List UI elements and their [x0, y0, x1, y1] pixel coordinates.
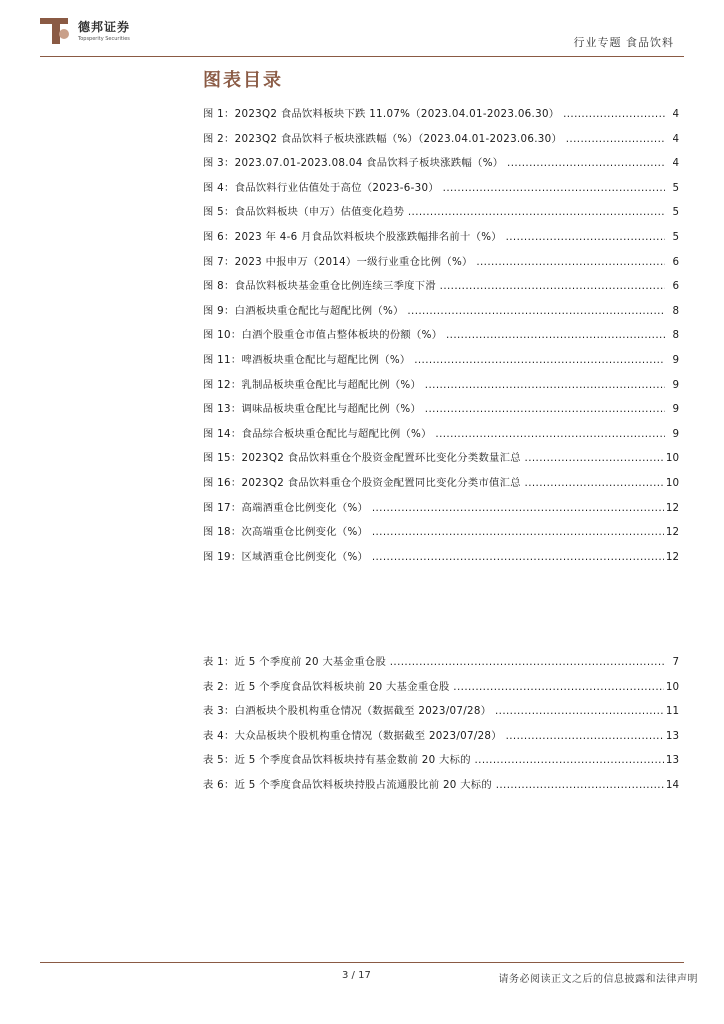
toc-entry-page: 13	[665, 729, 679, 742]
figure-toc-entry[interactable]	[203, 377, 679, 402]
toc-entry-title: 近 5 个季度食品饮料板块持股占流通股比前 20 大标的	[234, 778, 493, 791]
toc-entry-label: 表 2：	[203, 680, 235, 693]
toc-entry-title: 近 5 个季度食品饮料板块持有基金数前 20 大标的	[234, 754, 471, 767]
toc-entry-title: 2023 年 4-6 月食品饮料板块个股涨跌幅排名前十（%）	[234, 230, 502, 243]
table-toc-entry[interactable]	[203, 728, 679, 753]
toc-entry-page: 11	[665, 705, 679, 718]
toc-entry-label: 图 6：	[203, 230, 235, 243]
toc-entry-text	[203, 426, 665, 442]
toc-entry-title: 白酒个股重仓市值占整体板块的份额（%）	[241, 329, 443, 342]
figure-toc-entry[interactable]	[203, 155, 679, 180]
toc-entry-label: 图 7：	[203, 255, 235, 268]
toc-entry-label: 图 15：	[203, 452, 242, 465]
toc-entry-page: 9	[672, 403, 679, 416]
header-category: 行业专题 食品饮料	[573, 36, 674, 49]
figure-toc-entry[interactable]	[203, 229, 679, 254]
toc-entry-text	[203, 278, 665, 294]
table-toc-entry[interactable]	[203, 654, 679, 679]
toc-entry-title: 大众品板块个股机构重仓情况（数据截至 2023/07/28）	[234, 729, 502, 742]
toc-entry-label: 图 13：	[203, 403, 242, 416]
toc-entry-label: 图 10：	[203, 329, 242, 342]
toc-entry-label: 表 6：	[203, 778, 235, 791]
toc-entry-title: 2023Q2 食品饮料子板块涨跌幅（%）（2023.04.01-2023.06.30）	[234, 132, 563, 145]
figure-toc-entry[interactable]	[203, 106, 679, 131]
toc-entry-page: 5	[672, 230, 679, 243]
toc-entry-page: 8	[672, 304, 679, 317]
toc-entry-title: 食品饮料行业估值处于高位（2023-6-30）	[234, 181, 439, 194]
toc-entry-title: 食品饮料板块基金重仓比例连续三季度下滑	[234, 280, 436, 293]
toc-entry-text	[203, 475, 665, 491]
figure-list	[203, 106, 679, 573]
toc-entry-text	[203, 229, 665, 245]
toc-entry-text	[203, 654, 665, 670]
toc-entry-page: 12	[665, 550, 679, 563]
toc-entry-title: 2023Q2 食品饮料板块下跌 11.07%（2023.04.01-2023.06.30）	[234, 108, 560, 120]
toc-entry-text	[203, 131, 665, 147]
toc-entry-text	[203, 327, 665, 343]
toc-entry-title: 调味品板块重仓配比与超配比例（%）	[241, 403, 422, 416]
figure-toc-entry[interactable]	[203, 180, 679, 205]
toc-entry-page: 12	[665, 526, 679, 539]
toc-entry-text	[203, 524, 665, 540]
toc-entry-text	[203, 500, 665, 516]
figure-toc-entry[interactable]	[203, 450, 679, 475]
figure-toc-entry[interactable]	[203, 278, 679, 303]
figure-toc-entry[interactable]	[203, 475, 679, 500]
toc-entry-label: 图 1：	[203, 108, 235, 120]
toc-entry-text	[203, 777, 665, 793]
toc-entry-text	[203, 728, 665, 744]
toc-entry-text	[203, 155, 665, 171]
figure-toc-entry[interactable]	[203, 549, 679, 574]
toc-entry-text	[203, 352, 665, 368]
toc-entry-label: 表 3：	[203, 705, 235, 718]
toc-entry-label: 表 5：	[203, 754, 235, 767]
toc-entry-title: 白酒板块个股机构重仓情况（数据截至 2023/07/28）	[234, 705, 492, 718]
figure-toc-entry[interactable]	[203, 327, 679, 352]
toc-entry-page: 10	[665, 476, 679, 489]
table-toc-entry[interactable]	[203, 752, 679, 777]
toc-entry-text	[203, 679, 665, 695]
toc-entry-label: 图 16：	[203, 476, 242, 489]
toc-entry-page: 4	[672, 157, 679, 170]
table-toc-entry[interactable]	[203, 679, 679, 704]
toc-entry-page: 10	[665, 680, 679, 693]
toc-entry-text	[203, 254, 665, 270]
toc-entry-label: 图 9：	[203, 304, 235, 317]
figure-toc-entry[interactable]	[203, 524, 679, 549]
figure-toc-entry[interactable]	[203, 254, 679, 279]
toc-entry-label: 图 5：	[203, 206, 235, 219]
toc-entry-page: 6	[672, 280, 679, 293]
toc-entry-label: 图 17：	[203, 501, 242, 514]
toc-entry-title: 区域酒重仓比例变化（%）	[241, 550, 369, 563]
toc-entry-text	[203, 549, 665, 565]
toc-entry-label: 图 3：	[203, 157, 235, 170]
logo-mark-icon	[38, 14, 74, 48]
toc-entry-text	[203, 180, 665, 196]
figure-toc-entry[interactable]	[203, 131, 679, 156]
toc-entry-page: 5	[672, 206, 679, 219]
toc-entry-page: 4	[672, 132, 679, 145]
toc-entry-label: 图 8：	[203, 280, 235, 293]
toc-entry-page: 9	[672, 427, 679, 440]
toc-entry-title: 2023 中报申万（2014）一级行业重仓比例（%）	[234, 255, 473, 268]
footer-divider	[40, 962, 684, 963]
figure-toc-entry[interactable]	[203, 352, 679, 377]
toc-entry-page: 5	[672, 181, 679, 194]
toc-entry-page: 14	[665, 778, 679, 791]
toc-entry-label: 图 14：	[203, 427, 242, 440]
toc-entry-title: 啤酒板块重仓配比与超配比例（%）	[241, 353, 411, 366]
page-header	[0, 0, 724, 60]
figure-toc-entry[interactable]	[203, 204, 679, 229]
figure-toc-entry[interactable]	[203, 426, 679, 451]
toc-entry-text	[203, 377, 665, 393]
toc-entry-label: 表 4：	[203, 729, 235, 742]
toc-entry-page: 12	[665, 501, 679, 514]
toc-entry-title: 高端酒重仓比例变化（%）	[241, 501, 369, 514]
toc-entry-label: 图 12：	[203, 378, 242, 391]
toc-entry-text	[203, 303, 665, 319]
toc-entry-text	[203, 106, 665, 122]
figure-toc-entry[interactable]	[203, 500, 679, 525]
toc-entry-label: 图 19：	[203, 550, 242, 563]
toc-entry-page: 4	[672, 108, 679, 120]
table-list	[203, 654, 679, 802]
toc-entry-page: 8	[672, 329, 679, 342]
toc-entry-page: 9	[672, 353, 679, 366]
toc-entry-title: 食品综合板块重仓配比与超配比例（%）	[241, 427, 432, 440]
page-number: 3 / 17	[342, 970, 371, 981]
toc-entry-title: 2023.07.01-2023.08.04 食品饮料子板块涨跌幅（%）	[234, 157, 504, 170]
toc-entry-text	[203, 204, 665, 220]
toc-entry-label: 图 11：	[203, 353, 242, 366]
toc-entry-text	[203, 450, 665, 466]
toc-entry-title: 2023Q2 食品饮料重仓个股资金配置同比变化分类市值汇总	[241, 476, 521, 489]
toc-entry-title: 食品饮料板块（申万）估值变化趋势	[234, 206, 405, 219]
toc-entry-title: 近 5 个季度前 20 大基金重仓股	[234, 656, 387, 668]
toc-entry-text	[203, 703, 665, 719]
toc-entry-label: 图 2：	[203, 132, 235, 145]
toc-entry-label: 图 18：	[203, 526, 242, 539]
logo-text-en: Topsperity Securities	[78, 36, 130, 42]
toc-entry-label: 表 1：	[203, 656, 235, 668]
logo-text-cn: 德邦证券	[78, 20, 131, 34]
toc-entry-title: 近 5 个季度食品饮料板块前 20 大基金重仓股	[234, 680, 450, 693]
table-toc-entry[interactable]	[203, 703, 679, 728]
toc-entry-title: 次高端重仓比例变化（%）	[241, 526, 369, 539]
figure-toc-entry[interactable]	[203, 303, 679, 328]
company-logo	[38, 14, 148, 48]
table-toc-entry[interactable]	[203, 777, 679, 802]
toc-entry-text	[203, 401, 665, 417]
toc-title: 图表目录	[203, 70, 283, 91]
toc-entry-label: 图 4：	[203, 181, 235, 194]
toc-entry-title: 乳制品板块重仓配比与超配比例（%）	[241, 378, 422, 391]
toc-entry-title: 2023Q2 食品饮料重仓个股资金配置环比变化分类数量汇总	[241, 452, 521, 465]
figure-toc-entry[interactable]	[203, 401, 679, 426]
toc-entry-title: 白酒板块重仓配比与超配比例（%）	[234, 304, 404, 317]
toc-entry-page: 10	[665, 452, 679, 465]
toc-entry-page: 13	[665, 754, 679, 767]
toc-entry-page: 9	[672, 378, 679, 391]
header-divider	[40, 56, 684, 57]
toc-entry-text	[203, 752, 665, 768]
toc-entry-page: 6	[672, 255, 679, 268]
legal-disclaimer: 请务必阅读正文之后的信息披露和法律声明	[498, 974, 698, 985]
toc-entry-page: 7	[672, 656, 679, 668]
